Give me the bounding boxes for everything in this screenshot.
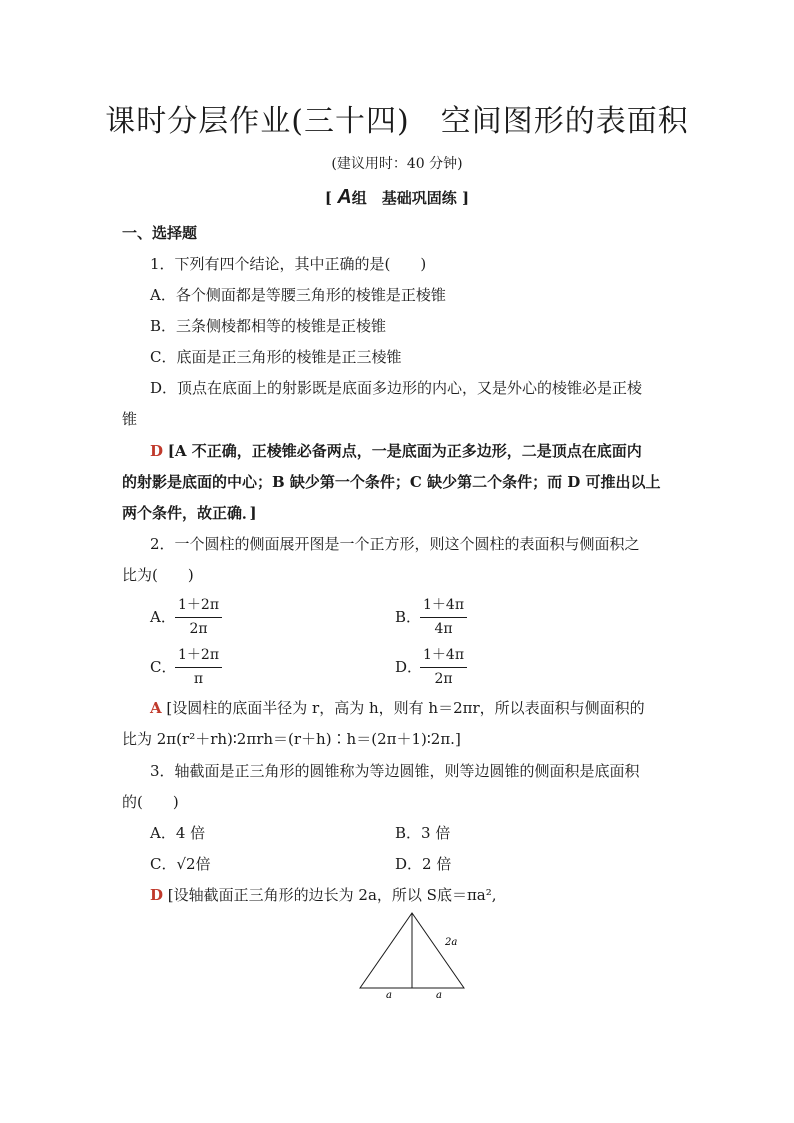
q3-answer: D <box>150 886 164 904</box>
q2-answer: A <box>150 699 162 717</box>
suggested-time: (建议用时：40 分钟) <box>331 156 463 172</box>
label-base-right-a: a <box>436 990 442 1001</box>
q3-option-d: D．2 倍 <box>395 855 452 873</box>
q2-explanation-line1 <box>150 697 645 718</box>
group-bracket-close: ] <box>461 189 470 207</box>
q1-explanation-line1 <box>150 440 642 461</box>
q2-option-d-numerator: 1＋4π <box>420 644 467 668</box>
q2-option-c-label: C． <box>150 658 177 676</box>
q1-exp1: [A 不正确，正棱锥必备两点，一是底面为正多边形，二是顶点在底面内 <box>167 442 642 460</box>
equilateral-triangle-figure <box>350 908 480 1003</box>
group-letter: A <box>337 186 352 208</box>
q2-option-c-fraction <box>175 644 222 687</box>
q3-option-a: A．4 倍 <box>150 824 206 842</box>
q1-option-d-line1: D．顶点在底面上的射影既是底面多边形的内心，又是外心的棱锥必是正棱 <box>150 379 643 397</box>
q2-stem-line2: 比为( ) <box>122 566 194 584</box>
q2-option-b-fraction <box>420 594 467 637</box>
q2-option-b-label: B． <box>395 608 422 626</box>
section-heading: 一、选择题 <box>122 224 198 242</box>
q3-explanation-line1 <box>150 884 497 905</box>
q2-option-b-numerator: 1＋4π <box>420 594 467 618</box>
q2-stem-line1: 2．一个圆柱的侧面展开图是一个正方形，则这个圆柱的表面积与侧面积之 <box>150 535 640 553</box>
q1-option-c: C．底面是正三角形的棱锥是正三棱锥 <box>150 348 402 366</box>
q1-stem: 1．下列有四个结论，其中正确的是( ) <box>150 255 427 273</box>
q2-option-a-denominator: 2π <box>189 621 208 637</box>
q3-exp1: [设轴截面正三角形的边长为 2a，所以 S底＝πa², <box>167 886 497 904</box>
q2-option-a-numerator: 1＋2π <box>175 594 222 618</box>
q1-option-a: A．各个侧面都是等腰三角形的棱锥是正棱锥 <box>150 286 446 304</box>
q1-option-b: B．三条侧棱都相等的棱锥是正棱锥 <box>150 317 387 335</box>
q1-option-d-line2: 锥 <box>122 410 138 428</box>
q3-stem-line1: 3．轴截面是正三角形的圆锥称为等边圆锥，则等边圆锥的侧面积是底面积 <box>150 762 640 780</box>
q1-answer: D <box>150 442 164 460</box>
group-label: 组 基础巩固练 <box>351 189 457 207</box>
q2-option-d-fraction <box>420 644 467 687</box>
group-bracket-open: [ <box>324 189 333 207</box>
q2-option-d-label: D． <box>395 658 423 676</box>
q3-stem-line2: 的( ) <box>122 793 179 811</box>
q3-option-b: B．3 倍 <box>395 824 451 842</box>
q1-explanation-line3: 两个条件，故正确．] <box>122 504 257 522</box>
q3-option-c: C．√2倍 <box>150 855 211 873</box>
q2-option-b-denominator: 4π <box>434 621 453 637</box>
group-heading <box>0 186 794 209</box>
page-title: 课时分层作业(三十四) 空间图形的表面积 <box>105 104 689 139</box>
q2-option-c-numerator: 1＋2π <box>175 644 222 668</box>
label-side-2a: 2a <box>445 937 458 948</box>
q1-explanation-line2: 的射影是底面的中心；B 缺少第一个条件；C 缺少第二个条件；而 D 可推出以上 <box>122 473 661 491</box>
q2-exp1: [设圆柱的底面半径为 r，高为 h，则有 h＝2πr，所以表面积与侧面积的 <box>166 699 645 717</box>
q2-option-d-denominator: 2π <box>434 671 453 687</box>
q2-option-a-fraction <box>175 594 222 637</box>
q2-explanation-line2: 比为 2π(r²＋rh)∶2πrh＝(r＋h)∶h＝(2π＋1)∶2π.] <box>122 730 461 748</box>
label-base-left-a: a <box>386 990 392 1001</box>
q2-option-c-denominator: π <box>193 671 204 687</box>
q2-option-a-label: A． <box>150 608 176 626</box>
